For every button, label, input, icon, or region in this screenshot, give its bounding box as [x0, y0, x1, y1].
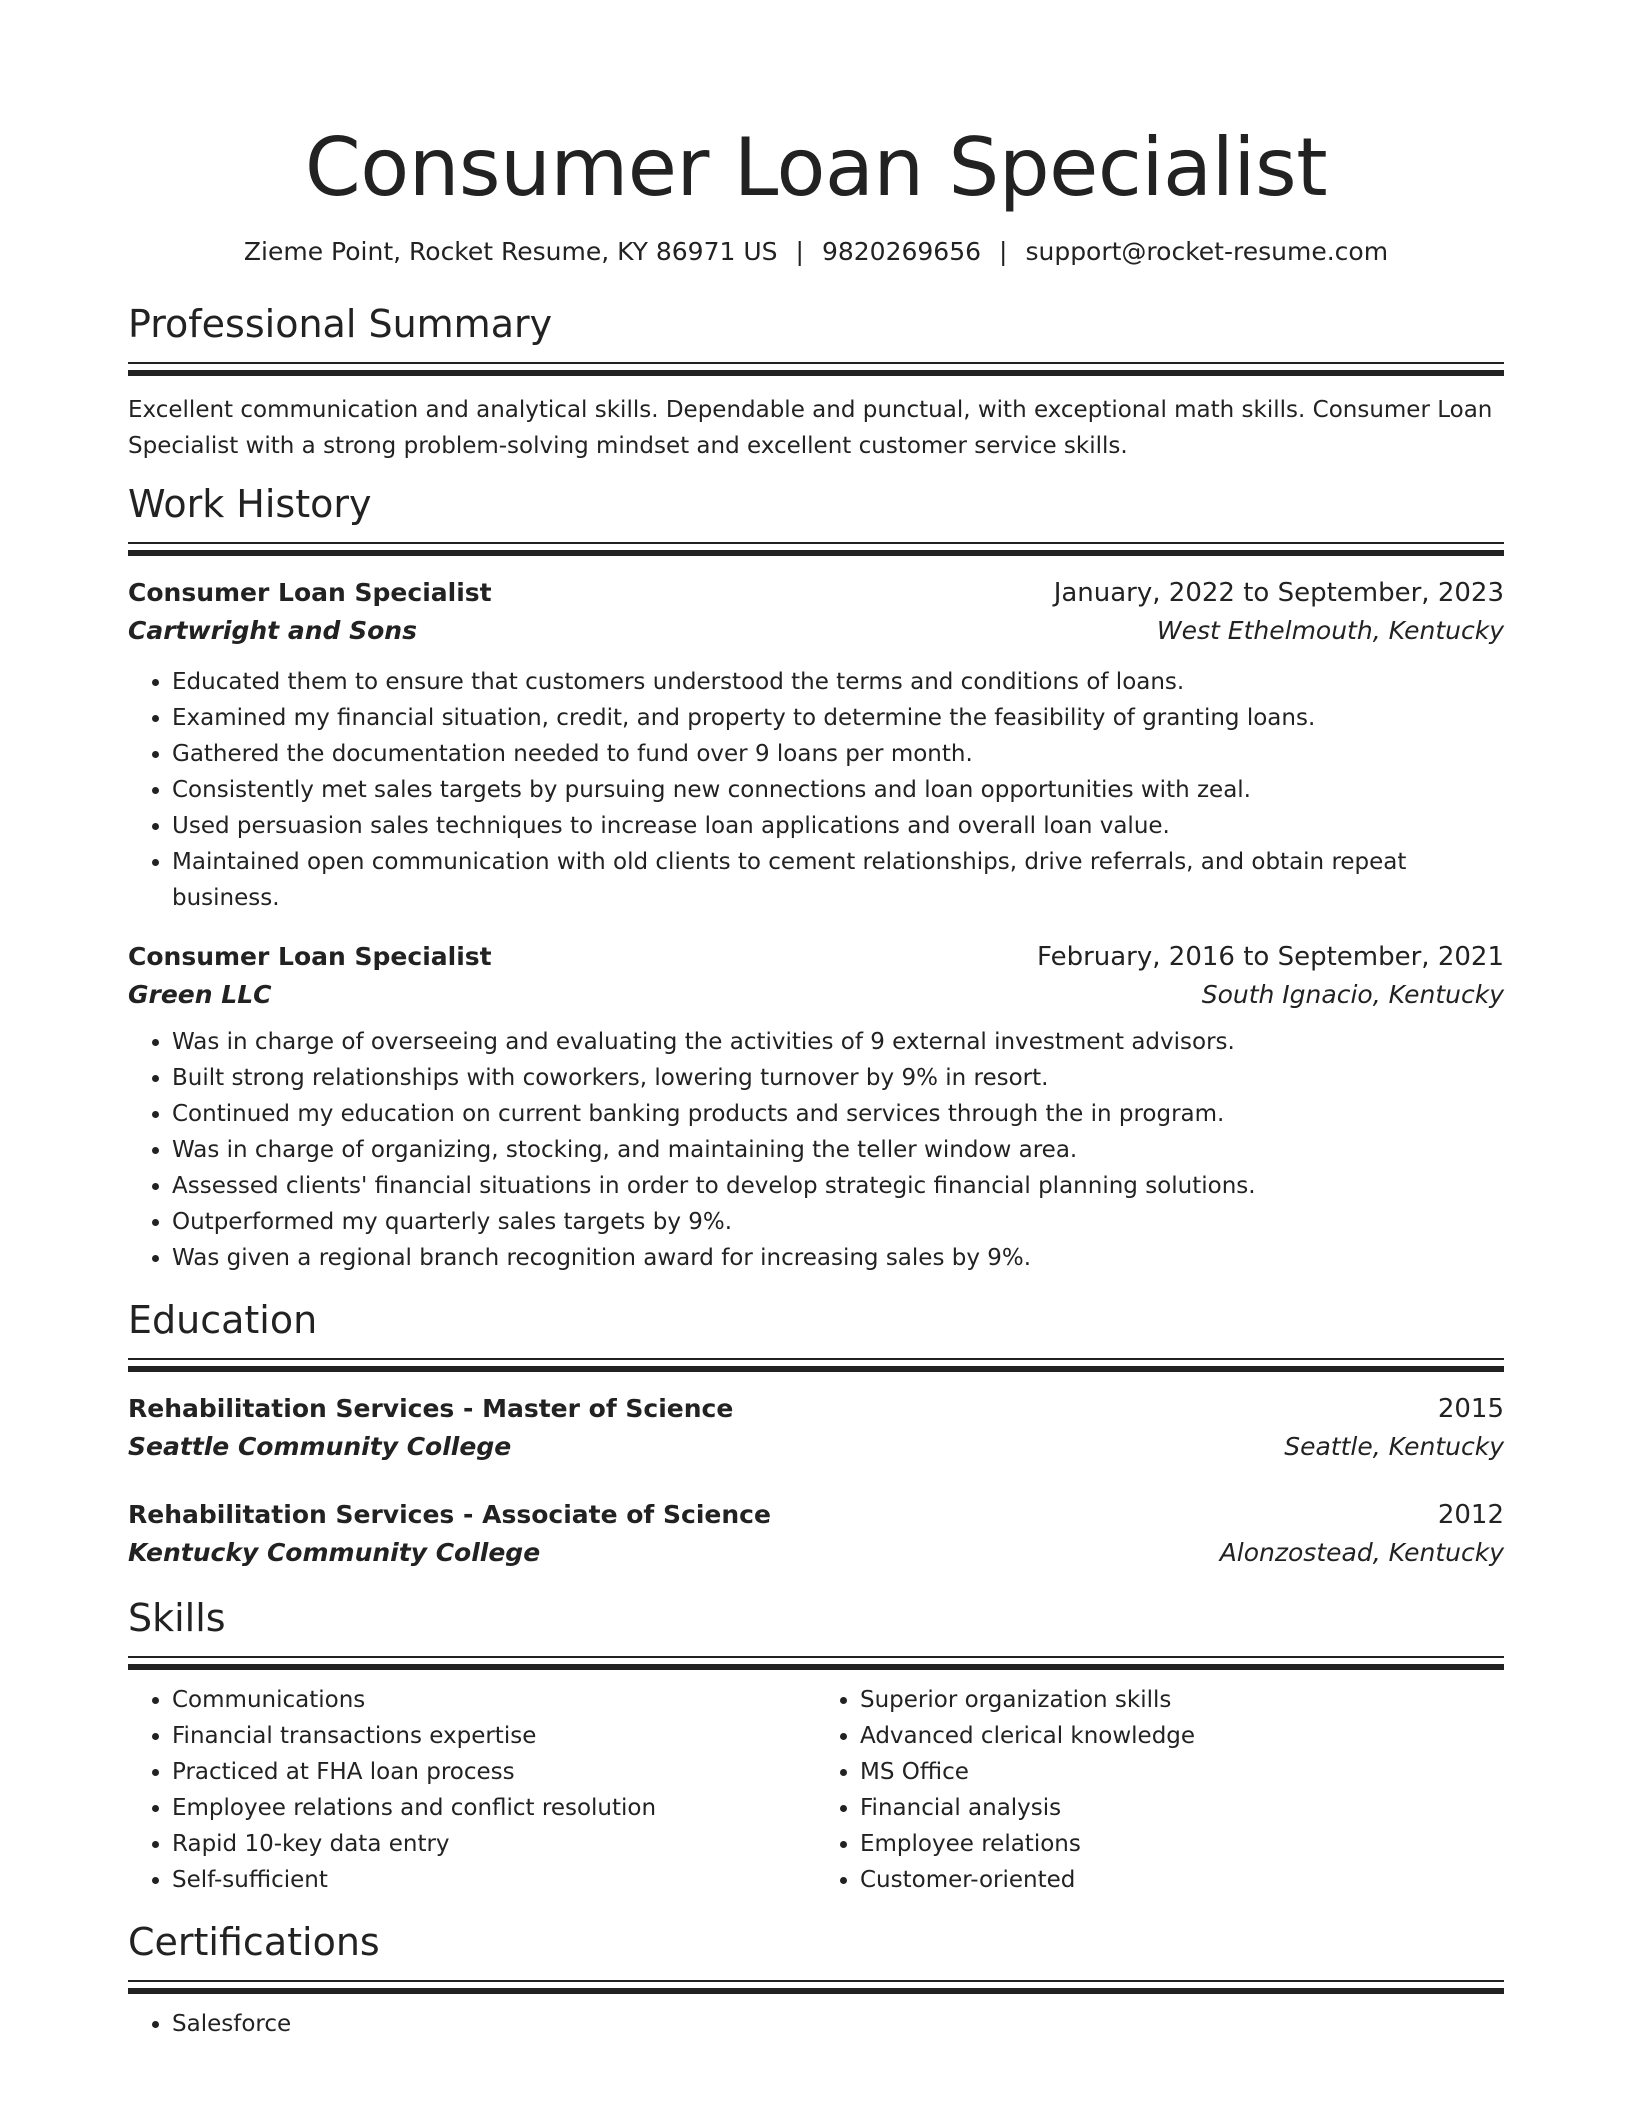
- section-divider: [128, 362, 1504, 376]
- education-heading: Education: [128, 1298, 318, 1342]
- certification-item: • Salesforce: [172, 2006, 1504, 2042]
- certifications-heading: Certifications: [128, 1920, 380, 1964]
- job-dates: February, 2016 to September, 2021: [1037, 942, 1504, 972]
- skills-list-left: [128, 1682, 816, 1898]
- summary-heading: Professional Summary: [128, 302, 553, 346]
- contact-separator: |: [795, 237, 804, 266]
- summary-section: [128, 300, 1504, 464]
- education-degree: Rehabilitation Services - Associate of Science: [128, 1500, 771, 1529]
- skill-item: • Rapid 10-key data entry: [172, 1826, 816, 1862]
- job-bullet: • Was in charge of overseeing and evaluating the activities of 9 external investment advisors.: [172, 1024, 1504, 1060]
- job-bullet: • Was in charge of organizing, stocking, and maintaining the teller window area.: [172, 1132, 1504, 1168]
- education-school: Kentucky Community College: [128, 1538, 541, 1567]
- education-location: Seattle, Kentucky: [1284, 1432, 1504, 1461]
- job-bullet: • Outperformed my quarterly sales targets by 9%.: [172, 1204, 1504, 1240]
- job-bullet: • Maintained open communication with old clients to cement relationships, drive referrals, and obtain repeat business.: [172, 844, 1504, 916]
- education-year: 2012: [1437, 1500, 1504, 1530]
- job-bullet: • Gathered the documentation needed to fund over 9 loans per month.: [172, 736, 1504, 772]
- skill-item: • Superior organization skills: [860, 1682, 1504, 1718]
- resume-name: Consumer Loan Specialist: [304, 121, 1328, 214]
- contact-separator: |: [999, 237, 1008, 266]
- job-entry: [128, 938, 1504, 1276]
- skill-item: • Financial transactions expertise: [172, 1718, 816, 1754]
- education-year: 2015: [1437, 1394, 1504, 1424]
- skills-section: [128, 1594, 1504, 1898]
- contact-address: Zieme Point, Rocket Resume, KY 86971 US: [243, 237, 778, 266]
- skill-item: • Communications: [172, 1682, 816, 1718]
- skills-list-right: [816, 1682, 1504, 1898]
- job-bullets: [128, 1024, 1504, 1276]
- job-entry: [128, 574, 1504, 916]
- education-degree: Rehabilitation Services - Master of Science: [128, 1394, 734, 1423]
- job-title: Consumer Loan Specialist: [128, 578, 492, 607]
- job-dates: January, 2022 to September, 2023: [1053, 578, 1504, 608]
- job-bullet: • Consistently met sales targets by pursuing new connections and loan opportunities with zeal.: [172, 772, 1504, 808]
- job-bullet: • Built strong relationships with coworkers, lowering turnover by 9% in resort.: [172, 1060, 1504, 1096]
- work-history-section: [128, 480, 1504, 1276]
- work-history-heading: Work History: [128, 482, 372, 526]
- job-location: West Ethelmouth, Kentucky: [1156, 616, 1504, 645]
- skills-columns: [128, 1682, 1504, 1898]
- section-divider: [128, 1656, 1504, 1670]
- skill-item: • Customer-oriented: [860, 1862, 1504, 1898]
- contact-line: [128, 234, 1504, 270]
- job-location: South Ignacio, Kentucky: [1201, 980, 1504, 1009]
- skill-item: • Employee relations: [860, 1826, 1504, 1862]
- job-company: Green LLC: [128, 980, 272, 1009]
- skill-item: • Self-sufficient: [172, 1862, 816, 1898]
- certifications-list: [128, 2006, 1504, 2042]
- skill-item: • Financial analysis: [860, 1790, 1504, 1826]
- contact-email: support@rocket-resume.com: [1025, 237, 1389, 266]
- education-school: Seattle Community College: [128, 1432, 512, 1461]
- skills-heading: Skills: [128, 1596, 226, 1640]
- job-bullet: • Was given a regional branch recognition award for increasing sales by 9%.: [172, 1240, 1504, 1276]
- section-divider: [128, 1358, 1504, 1372]
- section-divider: [128, 1980, 1504, 1994]
- job-bullet: • Examined my financial situation, credit, and property to determine the feasibility of granting loans.: [172, 700, 1504, 736]
- skill-item: • Employee relations and conflict resolution: [172, 1790, 816, 1826]
- job-bullet: • Educated them to ensure that customers understood the terms and conditions of loans.: [172, 664, 1504, 700]
- education-section: [128, 1296, 1504, 1572]
- skill-item: • MS Office: [860, 1754, 1504, 1790]
- job-bullet: • Used persuasion sales techniques to increase loan applications and overall loan value.: [172, 808, 1504, 844]
- job-bullet: • Assessed clients' financial situations in order to develop strategic financial planning solutions.: [172, 1168, 1504, 1204]
- education-entry: [128, 1496, 1504, 1572]
- skill-item: • Advanced clerical knowledge: [860, 1718, 1504, 1754]
- contact-phone: 9820269656: [821, 237, 982, 266]
- skill-item: • Practiced at FHA loan process: [172, 1754, 816, 1790]
- summary-text: Excellent communication and analytical skills. Dependable and punctual, with exceptional math skills. Consumer Loan Specialist with a strong problem-solving mindset and excellent customer service skills.: [128, 397, 1493, 459]
- job-title: Consumer Loan Specialist: [128, 942, 492, 971]
- certifications-section: [128, 1918, 1504, 2042]
- job-company: Cartwright and Sons: [128, 616, 417, 645]
- section-divider: [128, 542, 1504, 556]
- job-bullet: • Continued my education on current banking products and services through the in program.: [172, 1096, 1504, 1132]
- education-location: Alonzostead, Kentucky: [1219, 1538, 1504, 1567]
- education-entry: [128, 1390, 1504, 1466]
- job-bullets: [128, 664, 1504, 916]
